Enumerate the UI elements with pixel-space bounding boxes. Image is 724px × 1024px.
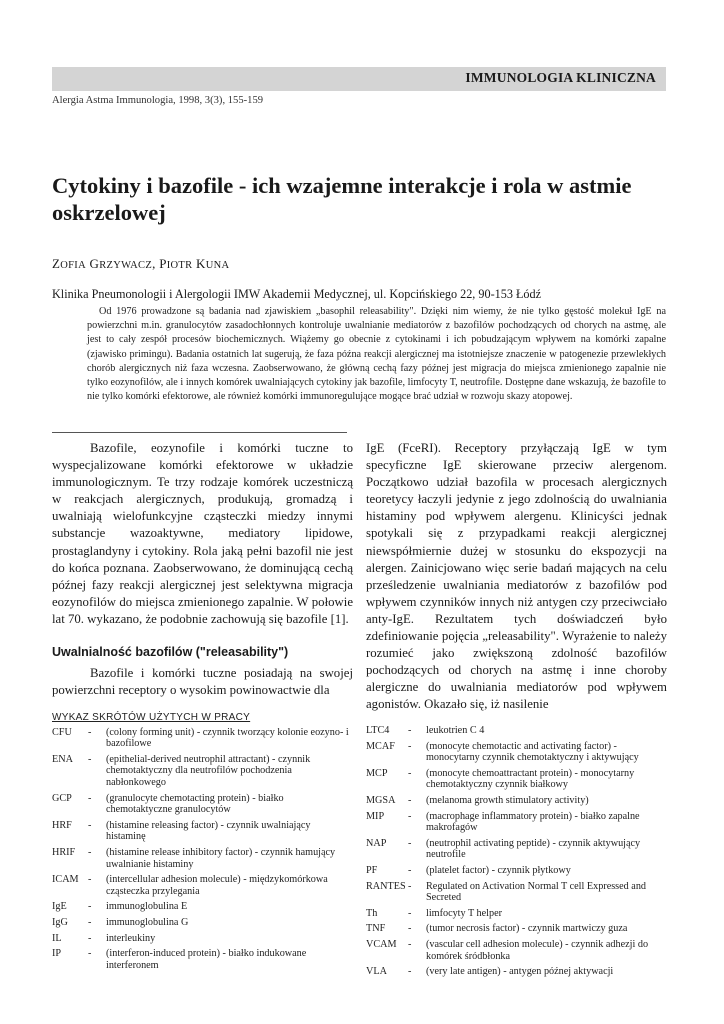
abbreviation-heading: WYKAZ SKRÓTÓW UŻYTYCH W PRACY [52,712,251,723]
abbreviation-term: CFU [52,726,72,738]
abbreviation-term: IP [52,948,62,960]
abbreviation-term: VLA [366,966,387,978]
abbreviation-entry [52,754,352,789]
abbreviation-term: IgE [52,901,67,913]
abbreviation-entry [52,933,352,945]
abbreviation-entry [366,741,666,764]
abbreviation-definition: (histamine release inhibitory factor) - czynnik hamujący uwalnianie histaminy [106,846,336,870]
abbreviation-dash: - [88,753,92,765]
abbreviation-entry [52,901,352,913]
abbreviation-dash: - [88,874,92,886]
abbreviation-entry [366,768,666,791]
abbreviation-term: MCP [366,767,388,779]
article-title: Cytokiny i bazofile - ich wzajemne interakcje i rola w astmie oskrzelowej [52,173,632,225]
abbreviation-dash: - [88,948,92,960]
abbreviation-dash: - [408,864,412,876]
abbreviation-entry [366,923,666,935]
abbreviation-dash: - [408,938,412,950]
abbreviation-dash: - [88,901,92,913]
abbreviation-dash: - [408,794,412,806]
abbreviation-entry [52,847,352,870]
abbreviation-dash: - [88,846,92,858]
body-paragraph: Bazofile i komórki tuczne posiadają na swojej powierzchni receptory o wysokim powinowactwie dla [52,666,353,698]
author: PIOTR KUNA [159,256,230,271]
body-paragraph: IgE (FceRI). Receptory przyłączają IgE w tym specyficzne IgE skierowane przeciw alergenom. Początkowo udział bazofila w procesach alergicznych teoretycy łaczyli jedynie z jego zdolnością do uwalniania histaminy pod wpływem alergenu. Klinicyści jednak spotykali się z przypadkami reakcji alergicznej niewspółmiernie dużej w stosunku do ekspozycji na alergen. Zainicjowano więc serie badań mających na celu prześledzenie uwalniania mediatorów z bazofilów pod wpływem czynników innych niż antygen czy przeciwciało anty-IgE. Rezultatem tych doświadczeń było zdefiniowanie pojęcia „releasability". Wyrażenie to należy rozumieć jako zwiększoną zdolność bazofilów pochodzących od chorych na astmę i inne choroby alergiczne do uwalniania mediatorów pod wpływem agonistów. Okazało się, iż nasilenie [366,441,667,712]
abbreviation-dash: - [408,923,412,935]
abbreviation-entry [52,917,352,929]
abbreviation-entry [366,795,666,807]
abbreviation-definition: (interferon-induced protein) - białko indukowane interferonem [106,948,307,971]
section-title: IMMUNOLOGIA KLINICZNA [465,70,656,85]
abbreviation-term: GCP [52,792,72,804]
abbreviation-dash: - [408,907,412,919]
abbreviation-dash: - [88,916,92,928]
body-column-left [52,440,353,699]
abbreviation-entry [366,725,666,737]
abbreviation-definition: (monocyte chemoattractant protein) - monocytarny chemotaktyczny czynnik białkowy [426,767,635,791]
abbreviation-definition: (macrophage inflammatory protein) - białko zapalne makrofagów [426,810,640,834]
abbreviation-dash: - [408,966,412,978]
abbreviation-term: MIP [366,810,385,822]
abbreviation-entry [366,939,666,962]
abbreviation-term: LTC4 [366,725,390,736]
abbreviation-term: MGSA [366,794,396,806]
abbreviation-definition: (platelet factor) - czynnik płytkowy [426,864,571,876]
abbreviation-entry [366,838,666,861]
abbreviation-entry [366,908,666,920]
journal-section-header [52,67,666,91]
abbreviation-definition: (colony forming unit) - czynnik tworzący kolonie eozyno- i bazofilowe [106,726,349,750]
abbreviation-term: ENA [52,753,73,765]
abbreviation-definition: Regulated on Activation Normal T cell Expressed and Secreted [426,880,647,904]
abbreviation-entry [366,865,666,877]
abbreviation-term: ICAM [52,874,79,886]
abbreviation-definition: limfocyty T helper [426,907,503,919]
abbreviation-dash: - [408,767,412,779]
abbreviation-definition: (tumor necrosis factor) - czynnik martwiczy guza [426,923,628,935]
abbreviation-entry [366,811,666,834]
abbreviation-term: Th [366,907,378,919]
abbreviation-definition: interleukiny [106,932,156,944]
abbreviation-definition: (monocyte chemotactic and activating factor) - monocytarny czynnik chemotaktyczny i aktywujący [426,740,639,764]
abbreviation-list-left [52,712,352,975]
abbreviation-dash: - [408,837,412,849]
abbreviation-entry [52,727,352,750]
abbreviation-term: IgG [52,916,68,928]
abstract [87,305,666,404]
abbreviation-term: VCAM [366,938,397,950]
abbreviation-dash: - [408,810,412,822]
abbreviation-list-right [366,725,666,982]
abbreviation-definition: (neutrophil activating peptide) - czynnik aktywujący neutrofile [426,837,641,861]
abbreviation-dash: - [88,792,92,804]
affiliation: Klinika Pneumonologii i Alergologii IMW Akademii Medycznej, ul. Kopcińskiego 22, 90-153 Łódź [52,287,542,301]
abbreviation-definition: immunoglobulina G [106,916,189,928]
abbreviation-entry [366,881,666,904]
abbreviation-definition: (very late antigen) - antygen późnej aktywacji [426,966,614,978]
abbreviation-entry [52,820,352,843]
citation-line: Alergia Astma Immunologia, 1998, 3(3), 155-159 [52,95,264,106]
abbreviation-term: HRF [52,819,72,831]
abbreviation-definition: (intercellular adhesion molecule) - międzykomórkowa cząsteczka przylegania [106,874,328,897]
abbreviation-term: RANTES [366,880,406,892]
abbreviation-dash: - [408,740,412,752]
abbreviation-dash: - [88,726,92,738]
abbreviation-term: HRIF [52,846,76,858]
abbreviation-entry [52,793,352,816]
abbreviation-definition: (vascular cell adhesion molecule) - czynnik adhezji do komórek śródbłonka [426,938,649,962]
abbreviation-definition: (granulocyte chemotacting protein) - białko chemotaktyczne granulocytów [106,792,284,816]
body-paragraph: Bazofile, eozynofile i komórki tuczne to wyspecjalizowane komórki efektorowe w układzie immunologicznym. Te trzy rodzaje komórek uczestniczą w reakcjach alergicznych, produkują, gromadzą i uwalniają wielofunkcyjne cząsteczki miedzy innymi substancje wazoaktywne, mediatory lipidowe, prostaglandyny i cytokiny. Rola jaką pełni bazofil nie jest do końca poznana. Zaobserwowano, że dominującą cechą późnej fazy reakcji alergicznej jest selektywna migracja eozynofilów do miejsca zmienionego zapalnie. W połowie lat 70. wykazano, że podobnie zachowują się bazofile [1]. [52,441,353,626]
abbreviation-dash: - [408,725,412,736]
abbreviation-term: MCAF [366,740,395,752]
abbreviation-definition: immunoglobulina E [106,901,188,913]
abbreviation-definition: (melanoma growth stimulatory activity) [426,794,589,806]
abbreviation-term: PF [366,864,378,876]
abbreviation-entry [52,874,352,897]
body-column-right [366,440,667,714]
abbreviation-definition: leukotrien C 4 [426,725,485,736]
abbreviation-entry [366,966,666,978]
abbreviation-dash: - [408,880,412,892]
abstract-text: Od 1976 prowadzone są badania nad zjawiskiem „basophil releasability". Dzięki nim wiemy, że nie tylko gęstość molekuł IgE na powierzchni m.in. granulocytów zasadochłonnych kontroluje uwalnianie mediatorów z bazofilów pochodzących od chorych na astmę, ale jest to cały zespół procesów biochemicznych. Wiążemy go obecnie z cytokinami i ich pobudzającym wpływem na komórki zapalne (zjawisko primingu). Badania ostatnich lat sugerują, że faza późna reakcji alergicznej ma istotniejsze znaczenie w patogenezie przewlekłych chorób alergicznych niż faza wczesna. Zaobserwowano, że główną cechą fazy późnej jest migracja do miejsca zmienionego zapalnie nie tylko eozynofilów, ale i innych komórek uwalniających cytokiny jak bazofile, limfocyty T, neutrofile. Dostępne dane wskazują, że bazofile to nie tylko komórki efektorowe, ale również komórki immunoregulujące mogące brać udział w rozwoju skazy atopowej. [87,306,666,403]
abbreviation-entry [52,948,352,971]
author: ZOFIA GRZYWACZ, [52,256,160,271]
abbreviation-definition: (histamine releasing factor) - czynnik uwalniający histaminę [106,819,311,843]
abbreviation-dash: - [88,932,92,944]
abbreviation-definition: (epithelial-derived neutrophil attractant) - czynnik chemotaktyczny dla neutrofilów pochodzenia nabłonkowego [106,753,311,788]
section-divider [52,432,347,433]
abbreviation-term: TNF [366,923,386,935]
author-list [52,256,229,272]
abbreviation-term: IL [52,932,62,944]
section-heading: Uwalnialność bazofilów ("releasability") [52,645,289,660]
abbreviation-term: NAP [366,837,387,849]
abbreviation-dash: - [88,819,92,831]
